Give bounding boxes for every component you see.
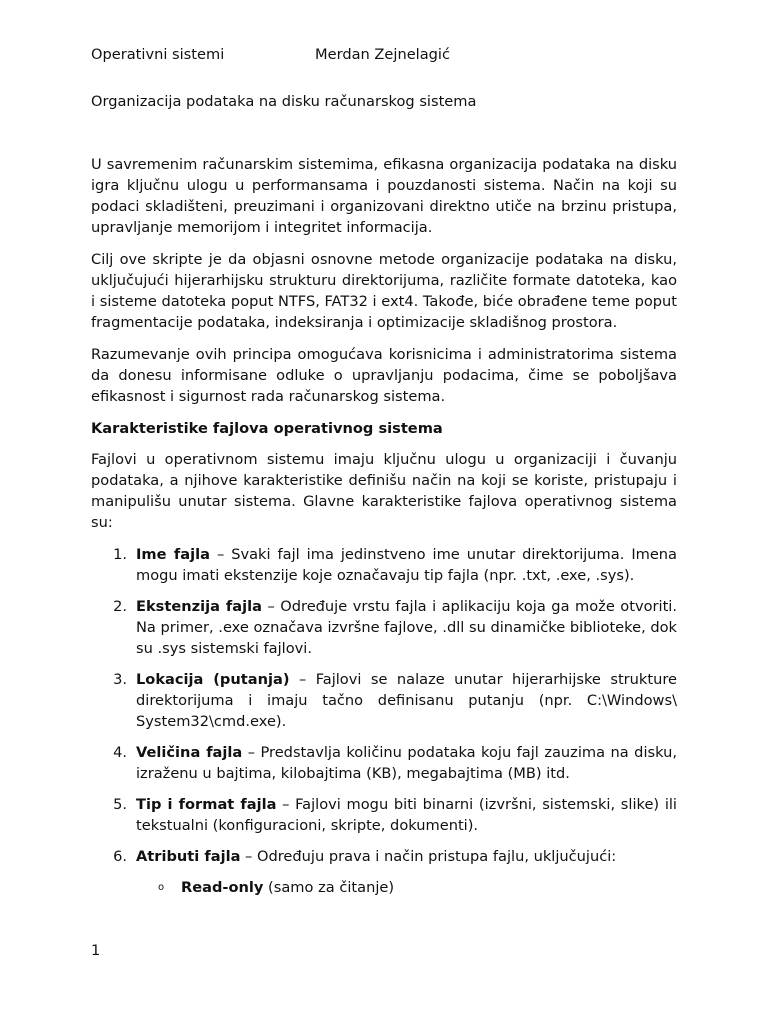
document-title: Organizacija podataka na disku računarskog sistema	[91, 93, 477, 110]
section-lead-paragraph: Fajlovi u operativnom sistemu imaju ključnu ulogu u organizaciji i čuvanju podataka, a njihove karakteristike definišu način na koji se koriste, pristupaju i manipulišu unutar sistema. Glavne karakteristike fajlova operativnog sistema su:	[91, 451, 677, 531]
course-name: Operativni sistemi	[91, 46, 225, 63]
list-number: 5.	[113, 796, 127, 813]
list-term: Lokacija (putanja)	[136, 671, 290, 688]
list-item	[91, 596, 677, 659]
intro-paragraph-1: U savremenim računarskim sistemima, efikasna organizacija podataka na disku igra ključnu ulogu u performansama i pouzdanosti sistema. Način na koji su podaci skladišteni, preuzimani i organizovani direktno utiče na brzinu pristupa, upravljanje memorijom i integritet informacija.	[91, 156, 677, 236]
intro-paragraph-2: Cilj ove skripte je da objasni osnovne metode organizacije podataka na disku, uključujući hijerarhijsku strukturu direktorijuma, različite formate datoteka, kao i sisteme datoteka poput NTFS, FAT32 i ext4. Takođe, biće obrađene teme poput fragmentacije podataka, indeksiranja i optimizacije skladišnog prostora.	[91, 251, 677, 331]
list-number: 3.	[113, 671, 127, 688]
section-heading: Karakteristike fajlova operativnog sistema	[91, 420, 443, 437]
list-number: 4.	[113, 744, 127, 761]
list-term: Atributi fajla	[136, 848, 241, 865]
list-item	[91, 544, 677, 586]
list-item	[91, 669, 677, 732]
list-term: Ekstenzija fajla	[136, 598, 262, 615]
list-number: 2.	[113, 598, 127, 615]
list-text: – Određuje vrstu fajla i aplikaciju koja ga može otvoriti. Na primer, .exe označava izvršne fajlove, .dll su dinamičke biblioteke, dok su .sys sistemski fajlovi.	[136, 598, 677, 657]
list-text: – Određuju prava i način pristupa fajlu, uključujući:	[240, 848, 617, 865]
list-term: Ime fajla	[136, 546, 210, 563]
characteristics-list	[91, 544, 677, 898]
author-name: Merdan Zejnelagić	[315, 46, 451, 63]
list-number: 1.	[113, 546, 127, 563]
list-text: – Fajlovi se nalaze unutar hijerarhijske strukture direktorijuma i imaju tačno definisanu putanju (npr. C:\Windows\ System32\cmd.exe).	[136, 671, 678, 730]
list-text: – Predstavlja količinu podataka koju fajl zauzima na disku, izraženu u bajtima, kilobajtima (KB), megabajtima (MB) itd.	[136, 744, 677, 782]
document-body	[91, 154, 677, 908]
sub-list-item	[91, 877, 677, 898]
sub-list-term: Read-only	[181, 879, 264, 896]
page-number: 1	[91, 942, 101, 959]
list-item	[91, 846, 677, 898]
list-term: Veličina fajla	[136, 744, 243, 761]
list-term: Tip i format fajla	[136, 796, 277, 813]
sub-list-text: (samo za čitanje)	[263, 879, 395, 896]
intro-paragraph-3: Razumevanje ovih principa omogućava korisnicima i administratorima sistema da donesu informisane odluke o upravljanju podacima, čime se poboljšava efikasnost i sigurnost rada računarskog sistema.	[91, 346, 677, 405]
list-text: – Svaki fajl ima jedinstveno ime unutar direktorijuma. Imena mogu imati ekstenzije koje označavaju tip fajla (npr. .txt, .exe, .sys).	[136, 546, 678, 584]
list-text: – Fajlovi mogu biti binarni (izvršni, sistemski, slike) ili tekstualni (konfiguracioni, skripte, dokumenti).	[136, 796, 677, 834]
bullet-marker: o	[158, 882, 165, 893]
list-number: 6.	[113, 848, 127, 865]
list-item	[91, 794, 677, 836]
attributes-sublist	[136, 877, 677, 898]
list-item	[91, 742, 677, 784]
